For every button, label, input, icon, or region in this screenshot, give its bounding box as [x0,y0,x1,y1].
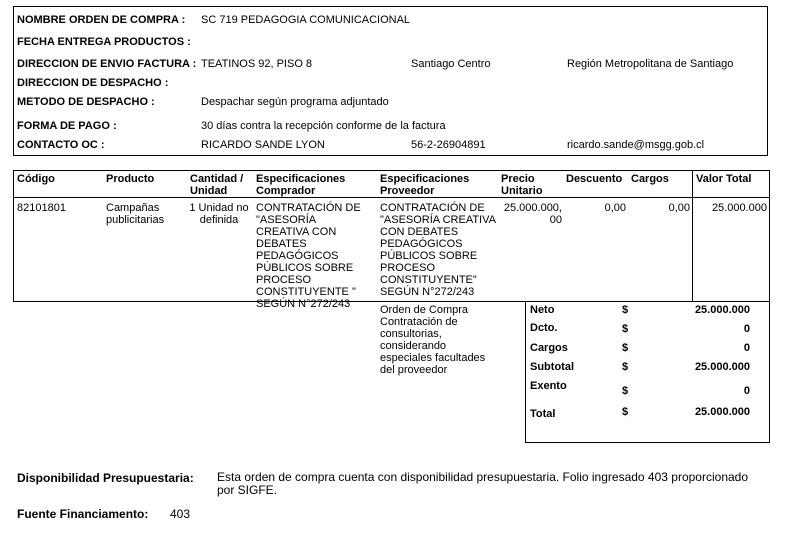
col-esp-proveedor: Especificaciones Proveedor [380,173,470,197]
totals-label-total: Total [530,408,556,420]
totals-label-neto: Neto [530,304,555,316]
fuente-label: Fuente Financiamento: [17,507,149,521]
metodo-label: METODO DE DESPACHO : [17,96,155,108]
contacto-phone: 56-2-26904891 [411,139,486,151]
col-valor-total: Valor Total [696,173,752,185]
row-esp-comprador: CONTRATACIÓN DE "ASESORÍA CREATIVA CON DEBATES PEDAGÓGICOS PÚBLICOS SOBRE PROCESO CONSTITUYENTE " SEGÚN N°272/243 [256,202,361,310]
disponibilidad-label: Disponibilidad Presupuestaria: [17,471,194,485]
orden-value: SC 719 PEDAGOGIA COMUNICACIONAL [201,14,411,26]
contacto-label: CONTACTO OC : [17,139,105,151]
fuente-value: 403 [170,507,191,521]
totals-currency-total: $ [622,406,629,418]
envio-label: DIRECCION DE ENVIO FACTURA : [17,58,197,70]
row-cantidad: 1 Unidad no definida [189,202,249,226]
row-descuento: 0,00 [604,202,626,214]
envio-comuna: Santiago Centro [411,58,491,70]
row-valor-total: 25.000.000 [711,202,767,214]
contacto-email: ricardo.sande@msgg.gob.cl [567,139,705,151]
row-producto: Campañas publicitarias [106,202,165,226]
col-precio: Precio Unitario [501,173,543,197]
contacto-name: RICARDO SANDE LYON [201,139,325,151]
col-cargos: Cargos [631,173,669,185]
totals-label-cargos: Cargos [530,342,568,354]
row-cargos: 0,00 [668,202,690,214]
totals-value-neto: 25.000.000 [694,304,750,316]
orden-label: NOMBRE ORDEN DE COMPRA : [17,14,186,26]
totals-value-subtotal: 25.000.000 [694,361,750,373]
totals-value-exento: 0 [743,385,750,397]
fecha-label: FECHA ENTREGA PRODUCTOS : [17,36,191,48]
totals-currency-subtotal: $ [622,361,629,373]
totals-currency-neto: $ [622,304,629,316]
envio-address: TEATINOS 92, PISO 8 [201,58,313,70]
proveedor-note: Orden de Compra Contratación de consultorias, considerando especiales facultades del proveedor [380,304,486,376]
totals-value-dcto: 0 [743,323,750,335]
totals-label-exento: Exento [530,380,567,392]
totals-label-subtotal: Subtotal [530,361,574,373]
disponibilidad-value: Esta orden de compra cuenta con disponibilidad presupuestaria. Folio ingresado 403 proporcionado por SIGFE. [217,470,749,497]
totals-currency-dcto: $ [622,323,629,335]
despacho-label: DIRECCION DE DESPACHO : [17,77,169,89]
col-cantidad: Cantidad / Unidad [190,173,244,197]
col-esp-comprador: Especificaciones Comprador [256,173,346,197]
row-esp-proveedor: CONTRATACIÓN DE "ASESORÍA CREATIVA CON DEBATES PEDAGÓGICOS PÚBLICOS SOBRE PROCESO CONSTITUYENTE" SEGÚN N°272/243 [380,202,496,298]
valor-total-divider [692,170,693,302]
totals-currency-cargos: $ [622,342,629,354]
col-descuento: Descuento [566,173,623,185]
pago-value: 30 días contra la recepción conforme de la factura [201,120,446,132]
totals-currency-exento: $ [622,385,629,397]
totals-label-dcto: Dcto. [530,322,558,334]
col-codigo: Código [17,173,55,185]
metodo-value: Despachar según programa adjuntado [201,96,389,108]
totals-value-total: 25.000.000 [694,406,750,418]
row-precio: 25.000.000, 00 [503,202,562,226]
envio-region: Región Metropolitana de Santiago [567,58,734,70]
totals-value-cargos: 0 [743,342,750,354]
pago-label: FORMA DE PAGO : [17,120,117,132]
row-codigo: 82101801 [17,202,66,214]
table-header-divider [13,197,770,198]
col-producto: Producto [106,173,155,185]
